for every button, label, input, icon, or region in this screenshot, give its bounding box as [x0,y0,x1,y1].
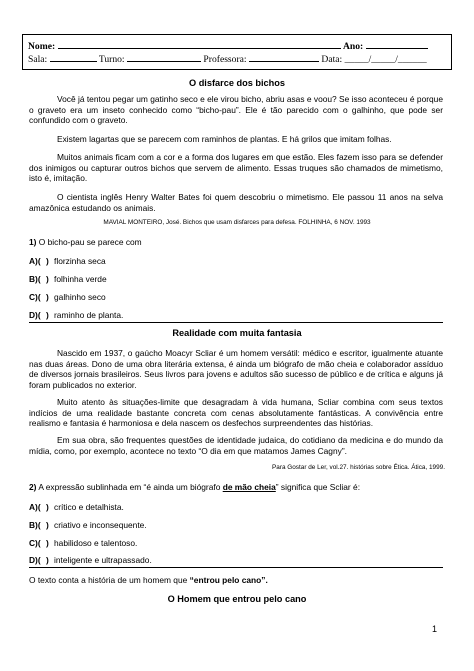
option-paren: ) [46,502,49,512]
date-label: Data: [321,54,343,65]
question1-option-d[interactable] [29,310,123,320]
year-label: Ano: [342,41,364,52]
question2-option-b[interactable] [29,520,147,530]
header-row-2 [28,53,427,65]
text1-paragraph-2: Existem lagartas que se parecem com raminhos de plantas. E há grilos que imitam folhas. [57,134,392,144]
option-paren: ) [46,292,49,302]
option-text: habilidoso e talentoso. [54,538,138,548]
option-text: galhinho seco [54,292,106,302]
class-label: Sala: [28,54,48,65]
text1-paragraph-4: O cientista inglês Henry Walter Bates foi quem descobriu o mimetismo. Ele passou 11 anos na selva amazônica estudando os animais. [29,192,443,213]
text3-intro-text: O texto conta a história de um homem que [29,575,188,585]
text1-citation: MAVIAL MONTEIRO, José. Bichos que usam disfarces para defesa. FOLHINHA, 6 NOV. 1993 [103,219,371,226]
year-blank[interactable] [366,40,428,49]
option-paren: ) [46,274,49,284]
question1-number: 1) [29,237,37,247]
question1 [29,237,142,247]
option-letter: D)( [29,555,41,565]
text2-citation: Para Gostar de Ler, vol.27. histórias sobre Ética. Ática, 1999. [272,464,445,471]
text3-title: O Homem que entrou pelo cano [167,594,307,604]
question2-number: 2) [29,482,37,492]
question1-option-b[interactable] [29,274,107,284]
option-text: inteligente e ultrapassado. [54,555,152,565]
question2-prompt-end: ” significa que Scliar é: [275,482,361,492]
question2 [29,482,360,492]
section-divider-2 [29,567,443,568]
option-letter: B)( [29,520,41,530]
teacher-blank[interactable] [249,53,319,62]
question1-option-c[interactable] [29,292,106,302]
section-divider-1 [29,322,443,323]
shift-blank[interactable] [127,53,201,62]
page-number: 1 [432,624,438,634]
option-paren: ) [46,520,49,530]
text2-paragraph-2: Muito atento às situações-limite que desagradam à vida humana, Scliar combina com seus textos indícios de uma realidade bastante concreta com cenas absolutamente fantásticas. A convivência entre realismo e fantasia é harmoniosa e dela nascem os desfechos surpreendentes das histórias. [29,397,443,429]
option-paren: ) [46,310,49,320]
question2-option-d[interactable] [29,555,152,565]
text2-title: Realidade com muita fantasia [172,328,302,338]
name-blank[interactable] [58,40,341,49]
question2-underlined-expression: de mão cheia [222,482,276,492]
option-text: crítico e detalhista. [54,502,124,512]
option-paren: ) [46,538,49,548]
text1-paragraph-1: Você já tentou pegar um gatinho seco e ele virou bicho, abriu asas e voou? Se isso aconteceu é porque o graveto era um inseto conhecido como “bicho-pau”. Ele é tão parecido com o galhinho, que pode ser confundido com o graveto. [29,94,443,126]
option-letter: C)( [29,538,41,548]
text3-intro-quote: “entrou pelo cano”. [189,575,268,585]
question2-option-c[interactable] [29,538,137,548]
header-row-1 [28,40,428,52]
option-paren: ) [46,256,49,266]
option-text: raminho de planta. [54,310,124,320]
option-letter: A)( [29,502,41,512]
date-blank[interactable]: _____/_____/______ [344,54,427,65]
question1-option-a[interactable] [29,256,106,266]
option-letter: A)( [29,256,41,266]
option-letter: D)( [29,310,41,320]
question2-prompt-start: A expressão sublinhada em “é ainda um biógrafo [38,482,221,492]
student-info-box [22,34,452,70]
option-letter: C)( [29,292,41,302]
question1-prompt: O bicho-pau se parece com [38,237,142,247]
text1-paragraph-3: Muitos animais ficam com a cor e a forma dos lugares em que estão. Eles fazem isso para se defender dos inimigos ou capturar outros bichos que servem de alimento. Essas truques são chamados de mimetismo, isto é, imitação. [29,152,443,184]
option-text: criativo e inconsequente. [54,520,147,530]
teacher-label: Professora: [203,54,247,65]
text3-intro [29,575,268,585]
text2-paragraph-1: Nascido em 1937, o gaúcho Moacyr Scliar é um homem versátil: médico e escritor, igualmente atuante nas duas áreas. Dono de uma obra literária extensa, é ainda um biógrafo de mão cheia e colaborador assíduo de diversos jornais brasileiros. Seus livros para jovens e adultos são sucesso de público e de crítica e alguns já foram publicados no exterior. [29,348,443,390]
shift-label: Turno: [98,54,125,65]
text1-title: O disfarce dos bichos [189,78,285,88]
option-paren: ) [46,555,49,565]
option-text: folhinha verde [54,274,107,284]
name-label: Nome: [28,41,56,52]
question2-option-a[interactable] [29,502,124,512]
option-letter: B)( [29,274,41,284]
text2-paragraph-3: Em sua obra, são frequentes questões de identidade judaica, do cotidiano da medicina e do mundo da mídia, como, por exemplo, acontece no texto “O dia em que matamos James Cagny”. [29,435,443,456]
option-text: florzinha seca [54,256,106,266]
class-blank[interactable] [50,53,97,62]
